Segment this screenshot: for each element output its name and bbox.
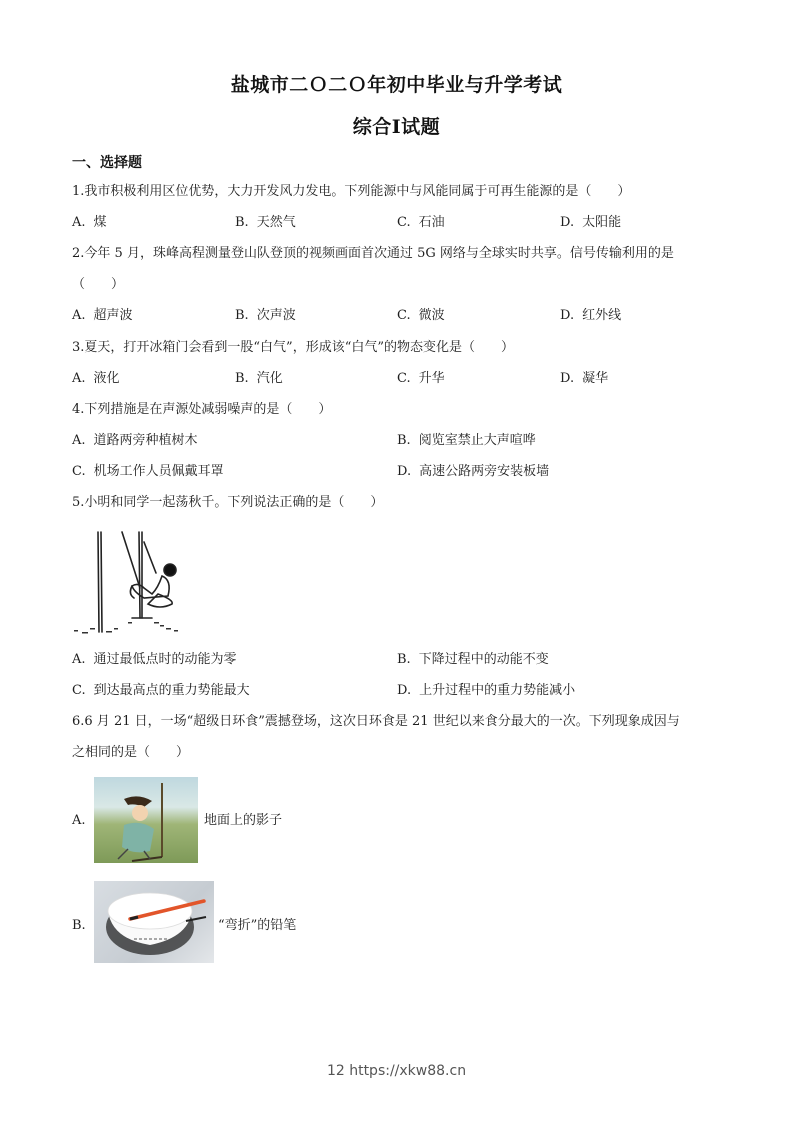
option-label: B.	[235, 215, 249, 230]
question-2-option-b	[235, 308, 296, 324]
question-3-option-a	[72, 371, 120, 387]
exam-title: 盐城市二Ｏ二Ｏ年初中毕业与升学考试	[230, 74, 563, 96]
question-5-option-d	[397, 683, 575, 699]
option-label: B.	[235, 371, 249, 386]
question-6-option-b-label: B.	[72, 918, 86, 933]
option-text: 升华	[418, 371, 445, 386]
bent-pencil-photo	[94, 881, 214, 963]
question-2-option-a	[72, 308, 133, 324]
question-4-option-c	[72, 464, 224, 480]
question-5-option-b	[397, 652, 549, 668]
question-1-option-a	[72, 215, 107, 231]
option-text: 下降过程中的动能不变	[418, 652, 549, 667]
option-label: A.	[72, 215, 86, 230]
option-label: C.	[397, 371, 411, 386]
option-text: 红外线	[582, 308, 622, 323]
option-label: B.	[397, 652, 411, 667]
question-2-option-c	[397, 308, 445, 324]
question-2-stem-cont: （ ）	[72, 277, 125, 292]
option-label: A.	[72, 652, 86, 667]
question-1-stem: 1.我市积极利用区位优势，大力开发风力发电。下列能源中与风能同属于可再生能源的是（ ）	[72, 184, 631, 199]
option-text: 天然气	[256, 215, 296, 230]
exam-subtitle: 综合Ⅰ试题	[352, 116, 441, 138]
question-6-stem: 6.6 月 21 日，一场“超级日环食”震撼登场，这次日环食是 21 世纪以来食分最大的一次。下列现象成因与	[72, 714, 680, 729]
question-6-option-b-text: “弯折”的铅笔	[218, 918, 297, 933]
shadow-photo	[94, 777, 198, 863]
option-text: 机场工作人员佩戴耳罩	[93, 464, 224, 479]
question-6-option-a-label: A.	[72, 813, 86, 828]
option-label: A.	[72, 308, 86, 323]
question-1-option-d	[560, 215, 621, 231]
question-4-option-b	[397, 433, 536, 449]
option-label: A.	[72, 433, 86, 448]
option-label: C.	[72, 464, 86, 479]
swing-illustration	[72, 528, 192, 640]
question-6-stem-cont: 之相同的是（ ）	[72, 745, 190, 760]
option-label: C.	[397, 215, 411, 230]
option-text: 高速公路两旁安装板墙	[419, 464, 550, 479]
question-1-option-c	[397, 215, 445, 231]
option-label: B.	[235, 308, 249, 323]
question-5-option-a	[72, 652, 237, 668]
option-text: 超声波	[93, 308, 133, 323]
option-text: 上升过程中的重力势能减小	[419, 683, 576, 698]
option-text: 太阳能	[582, 215, 622, 230]
question-1-option-b	[235, 215, 296, 231]
question-6-option-a-text: 地面上的影子	[204, 813, 283, 828]
option-text: 液化	[93, 371, 120, 386]
option-text: 阅览室禁止大声喧哗	[418, 433, 536, 448]
section-heading: 一、选择题	[72, 155, 142, 171]
page-footer: 12 https://xkw88.cn	[326, 1063, 467, 1079]
option-text: 微波	[418, 308, 445, 323]
question-4-option-d	[397, 464, 549, 480]
option-label: D.	[560, 308, 575, 323]
question-3-option-b	[235, 371, 283, 387]
question-3-option-d	[560, 371, 608, 387]
option-text: 石油	[418, 215, 445, 230]
option-label: D.	[397, 464, 412, 479]
option-label: D.	[560, 215, 575, 230]
question-2-stem: 2.今年 5 月，珠峰高程测量登山队登顶的视频画面首次通过 5G 网络与全球实时共享。信号传输利用的是	[72, 246, 674, 261]
option-text: 煤	[93, 215, 107, 230]
option-label: C.	[397, 308, 411, 323]
option-text: 汽化	[256, 371, 283, 386]
option-label: C.	[72, 683, 86, 698]
option-label: A.	[72, 371, 86, 386]
option-label: D.	[560, 371, 575, 386]
question-5-option-c	[72, 683, 250, 699]
question-3-stem: 3.夏天，打开冰箱门会看到一股“白气”，形成该“白气”的物态变化是（ ）	[72, 340, 514, 355]
option-label: B.	[397, 433, 411, 448]
option-text: 通过最低点时的动能为零	[93, 652, 237, 667]
question-4-stem: 4.下列措施是在声源处减弱噪声的是（ ）	[72, 402, 332, 417]
question-3-option-c	[397, 371, 445, 387]
option-text: 道路两旁种植树木	[93, 433, 198, 448]
option-label: D.	[397, 683, 412, 698]
question-5-stem: 5.小明和同学一起荡秋千。下列说法正确的是（ ）	[72, 495, 384, 510]
question-2-option-d	[560, 308, 621, 324]
option-text: 次声波	[256, 308, 296, 323]
option-text: 凝华	[582, 371, 609, 386]
question-4-option-a	[72, 433, 198, 449]
option-text: 到达最高点的重力势能最大	[93, 683, 250, 698]
